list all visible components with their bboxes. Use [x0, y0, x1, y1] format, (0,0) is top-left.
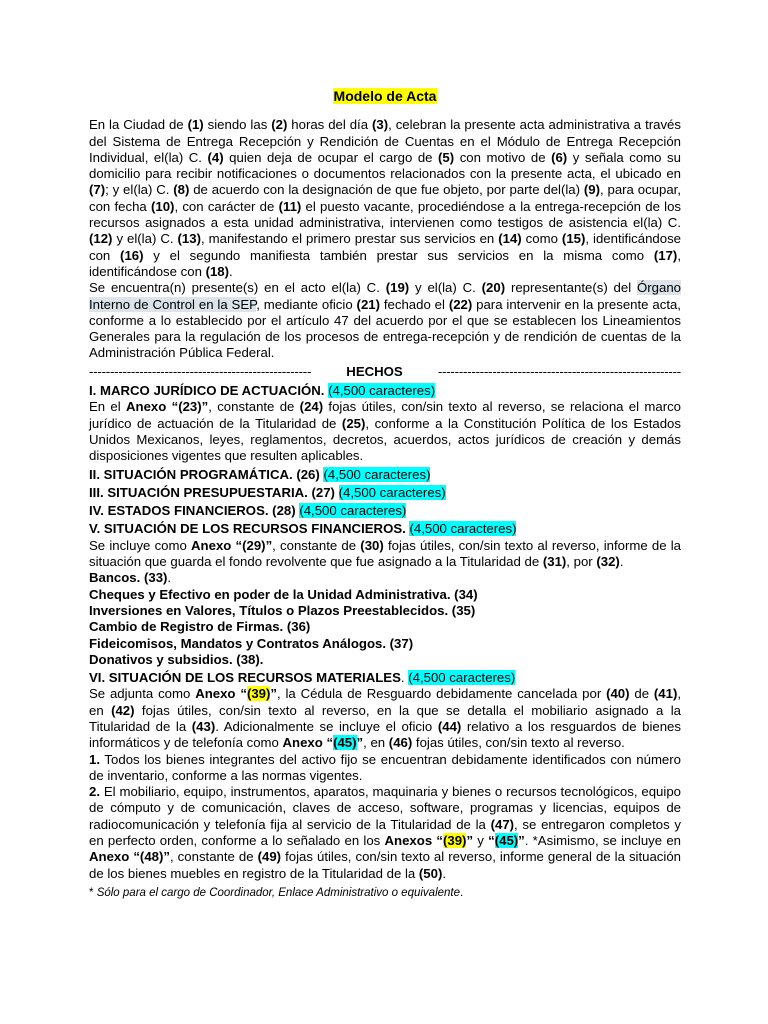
section-2-heading: II. SITUACIÓN PROGRAMÁTICA. (26) (4,500 caracteres)	[89, 466, 431, 482]
list-item: Cheques y Efectivo en poder de la Unidad Administrativa. (34)	[89, 586, 478, 602]
list-item: Cambio de Registro de Firmas. (36)	[89, 619, 311, 635]
section-6-body: Se adjunta como Anexo “(39)”, la Cédula de Resguardo debidamente cancelada por (40) de (41), en (42) fojas útiles, con/sin texto al reverso, en la que se detalla el mobiliario asignado a la Titularidad de la (43). Adicionalmente se incluye el oficio (44) relativo a los resguardos de bienes informáticos y de telefonía como Anexo “(45)”, en (46) fojas útiles, con/sin texto al reverso.	[89, 686, 682, 751]
footnote: * Sólo para el cargo de Coordinador, Enlace Administrativo o equivalente.	[89, 886, 464, 899]
section-1-heading: I. MARCO JURÍDICO DE ACTUACIÓN. (4,500 caracteres)	[89, 383, 436, 399]
list-item: Inversiones en Valores, Títulos o Plazos Preestablecidos. (35)	[89, 602, 476, 618]
page-title: Modelo de Acta	[333, 88, 437, 104]
organo-link[interactable]: Órgano Interno de Control en la SEP	[89, 280, 681, 312]
section-1-body: En el Anexo “(23)”, constante de (24) fojas útiles, con/sin texto al reverso, se relaciona el marco jurídico de actuación de la Titularidad de (25), conforme a la Constitución Política de los Estados Unidos Mexicanos, leyes, reglamentos, decretos, acuerdos, actos jurídicos de creación y demás disposiciones vigentes que resulten aplicables.	[89, 399, 682, 464]
section-3-heading: III. SITUACIÓN PRESUPUESTARIA. (27) (4,500 caracteres)	[89, 484, 446, 500]
presence-paragraph: Se encuentra(n) presente(s) en el acto el(la) C. (19) y el(la) C. (20) representante(s) del Órgano Interno de Control en la SEP, mediante oficio (21) fechado el (22) para intervenir en la presente acta, conforme a lo establecido por el artículo 47 del acuerdo por el que se establecen los Lineamientos Generales para la regulación de los procesos de entrega-recepción y de rendición de cuentas de la Administración Pública Federal.	[89, 280, 681, 361]
list-item: Donativos y subsidios. (38).	[89, 651, 264, 667]
section-5-body: Se incluye como Anexo “(29)”, constante de (30) fojas útiles, con/sin texto al reverso, informe de la situación que guarda el fondo revolvente que fue asignado a la Titularidad de (31), por (32).	[89, 537, 682, 570]
section-6-point-1: 1. Todos los bienes integrantes del activo fijo se encuentran debidamente identificados con número de inventario, conforme a las normas vigentes.	[89, 751, 681, 783]
section-6-point-2: 2. El mobiliario, equipo, instrumentos, aparatos, maquinaria y bienes o recursos tecnológicos, equipo de cómputo y de comunicación, claves de acceso, software, programas y licencias, equipos de radiocomunicación y telefonía fija al servicio de la Titularidad de la (47), se entregaron completos y en perfecto orden, conforme a lo señalado en los Anexos “(39)” y “(45)”. *Asimismo, se incluye en Anexo “(48)”, constante de (49) fojas útiles, con/sin texto al reverso, informe general de la situación de los bienes muebles en registro de la Titularidad de la (50).	[89, 784, 681, 881]
section-5-items	[89, 570, 681, 668]
list-item: Fideicomisos, Mandatos y Contratos Análogos. (37)	[89, 635, 414, 651]
section-4-heading: IV. ESTADOS FINANCIEROS. (28) (4,500 caracteres)	[89, 503, 407, 519]
hechos-separator: ----------------------------------------------------- HECHOS ----------------------------------------------------------	[89, 363, 681, 379]
section-6-heading: VI. SITUACIÓN DE LOS RECURSOS MATERIALES. (4,500 caracteres)	[89, 670, 516, 686]
section-5-heading: V. SITUACIÓN DE LOS RECURSOS FINANCIEROS. (4,500 caracteres)	[89, 521, 517, 537]
hechos-heading: HECHOS	[346, 363, 403, 379]
title-block	[89, 88, 681, 105]
list-item: Bancos. (33).	[89, 570, 172, 586]
intro-paragraph: En la Ciudad de (1) siendo las (2) horas del día (3), celebran la presente acta administrativa a través del Sistema de Entrega Recepción y Rendición de Cuentas en el Módulo de Entrega Recepción Individual, el(la) C. (4) quien deja de ocupar el cargo de (5) con motivo de (6) y señala como su domicilio para recibir notificaciones o documentos relacionados con la presente acta, el ubicado en (7); y el(la) C. (8) de acuerdo con la designación de que fue objeto, por parte del(la) (9), para ocupar, con fecha (10), con carácter de (11) el puesto vacante, procediéndose a la entrega-recepción de los recursos asignados a esta unidad administrativa, intervienen como testigos de asistencia el(la) C. (12) y el(la) C. (13), manifestando el primero prestar sus servicios en (14) como (15), identificándose con (16) y el segundo manifiesta también prestar sus servicios en la misma como (17), identificándose con (18).	[89, 117, 682, 279]
